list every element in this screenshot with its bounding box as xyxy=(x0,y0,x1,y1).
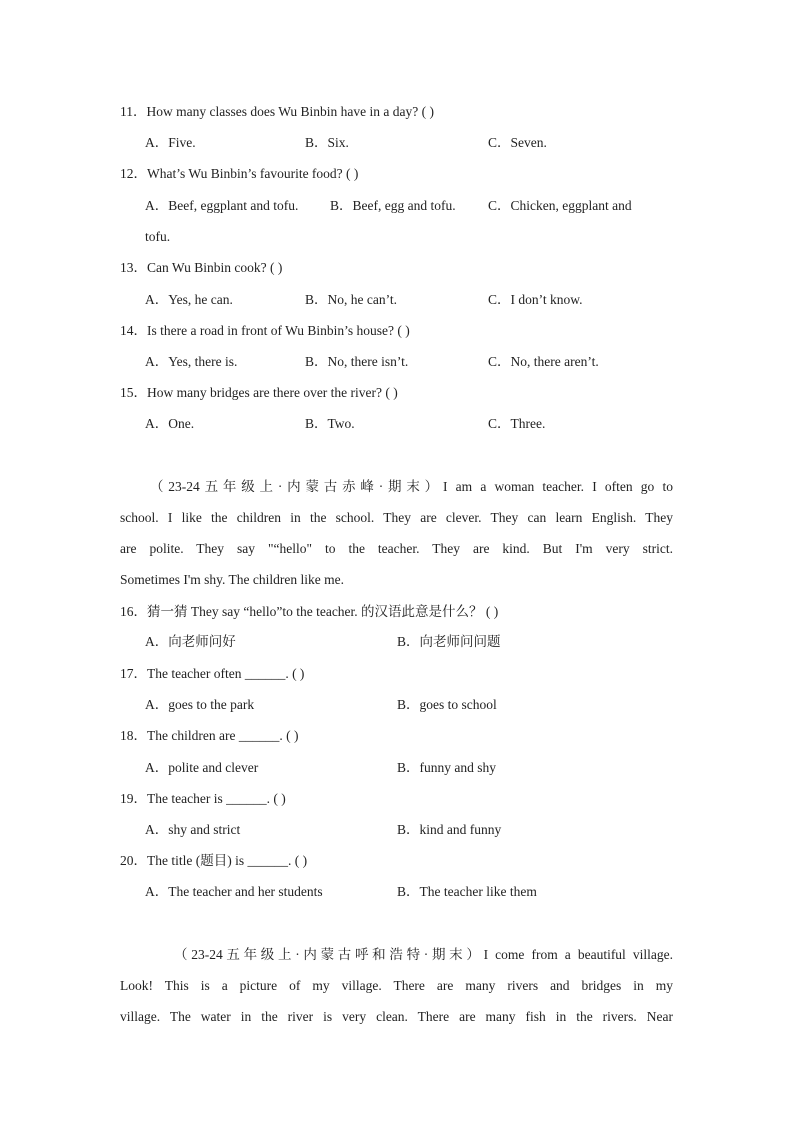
q20-option-a: A．The teacher and her students xyxy=(145,884,323,899)
q14-option-b: B．No, there isn’t. xyxy=(305,354,409,369)
question-20: 20．The title (题目) is ______. ( ) xyxy=(120,853,308,868)
passage-1-line-1: （23-24五年级上·内蒙古赤峰·期末）I am a woman teacher. I often go to xyxy=(150,479,673,494)
q13-option-b: B．No, he can’t. xyxy=(305,292,397,307)
passage-2-line-1: （23-24五年级上·内蒙古呼和浩特·期末）I come from a beautiful village. xyxy=(174,947,673,962)
passage-1-line-3: are polite. They say "“hello" to the teacher. They are kind. But I'm very strict. xyxy=(120,541,673,556)
q13-option-c: C．I don’t know. xyxy=(488,292,583,307)
q12-option-c: C．Chicken, eggplant and xyxy=(488,198,632,213)
q19-option-a: A．shy and strict xyxy=(145,822,241,837)
question-16: 16．猜一猜 They say “hello”to the teacher. 的汉语此意是什么？ ( ) xyxy=(120,604,499,619)
q13-option-a: A．Yes, he can. xyxy=(145,292,233,307)
q20-option-b: B．The teacher like them xyxy=(397,884,537,899)
question-17: 17．The teacher often ______. ( ) xyxy=(120,666,305,681)
question-12: 12．What’s Wu Binbin’s favourite food? ( ) xyxy=(120,166,359,181)
passage-1-line-2: school. I like the children in the school. They are clever. They can learn English. They xyxy=(120,510,673,525)
q16-option-a: A．向老师问好 xyxy=(145,634,236,649)
question-18: 18．The children are ______. ( ) xyxy=(120,728,299,743)
q17-option-a: A．goes to the park xyxy=(145,697,255,712)
q17-option-b: B．goes to school xyxy=(397,697,497,712)
question-14: 14．Is there a road in front of Wu Binbin’s house? ( ) xyxy=(120,323,410,338)
q11-option-a: A．Five. xyxy=(145,135,196,150)
passage-2-line-2: Look! This is a picture of my village. There are many rivers and bridges in my xyxy=(120,978,673,993)
q18-option-a: A．polite and clever xyxy=(145,760,259,775)
passage-1-line-4: Sometimes I'm shy. The children like me. xyxy=(120,572,345,587)
q15-option-a: A．One. xyxy=(145,416,195,431)
q12-option-a: A．Beef, eggplant and tofu. xyxy=(145,198,299,213)
q16-option-b: B．向老师问问题 xyxy=(397,634,501,649)
q18-option-b: B．funny and shy xyxy=(397,760,496,775)
q11-option-c: C．Seven. xyxy=(488,135,547,150)
question-11: 11．How many classes does Wu Binbin have in a day? ( ) xyxy=(120,104,435,119)
question-15: 15．How many bridges are there over the river? ( ) xyxy=(120,385,398,400)
question-19: 19．The teacher is ______. ( ) xyxy=(120,791,286,806)
q14-option-a: A．Yes, there is. xyxy=(145,354,238,369)
q19-option-b: B．kind and funny xyxy=(397,822,502,837)
q15-option-c: C．Three. xyxy=(488,416,546,431)
q12-option-c-continued: tofu. xyxy=(145,229,171,244)
q12-option-b: B．Beef, egg and tofu. xyxy=(330,198,456,213)
q15-option-b: B．Two. xyxy=(305,416,355,431)
q11-option-b: B．Six. xyxy=(305,135,349,150)
q14-option-c: C．No, there aren’t. xyxy=(488,354,599,369)
passage-2-line-3: village. The water in the river is very clean. There are many fish in the rivers. Near xyxy=(120,1009,673,1024)
question-13: 13．Can Wu Binbin cook? ( ) xyxy=(120,260,283,275)
